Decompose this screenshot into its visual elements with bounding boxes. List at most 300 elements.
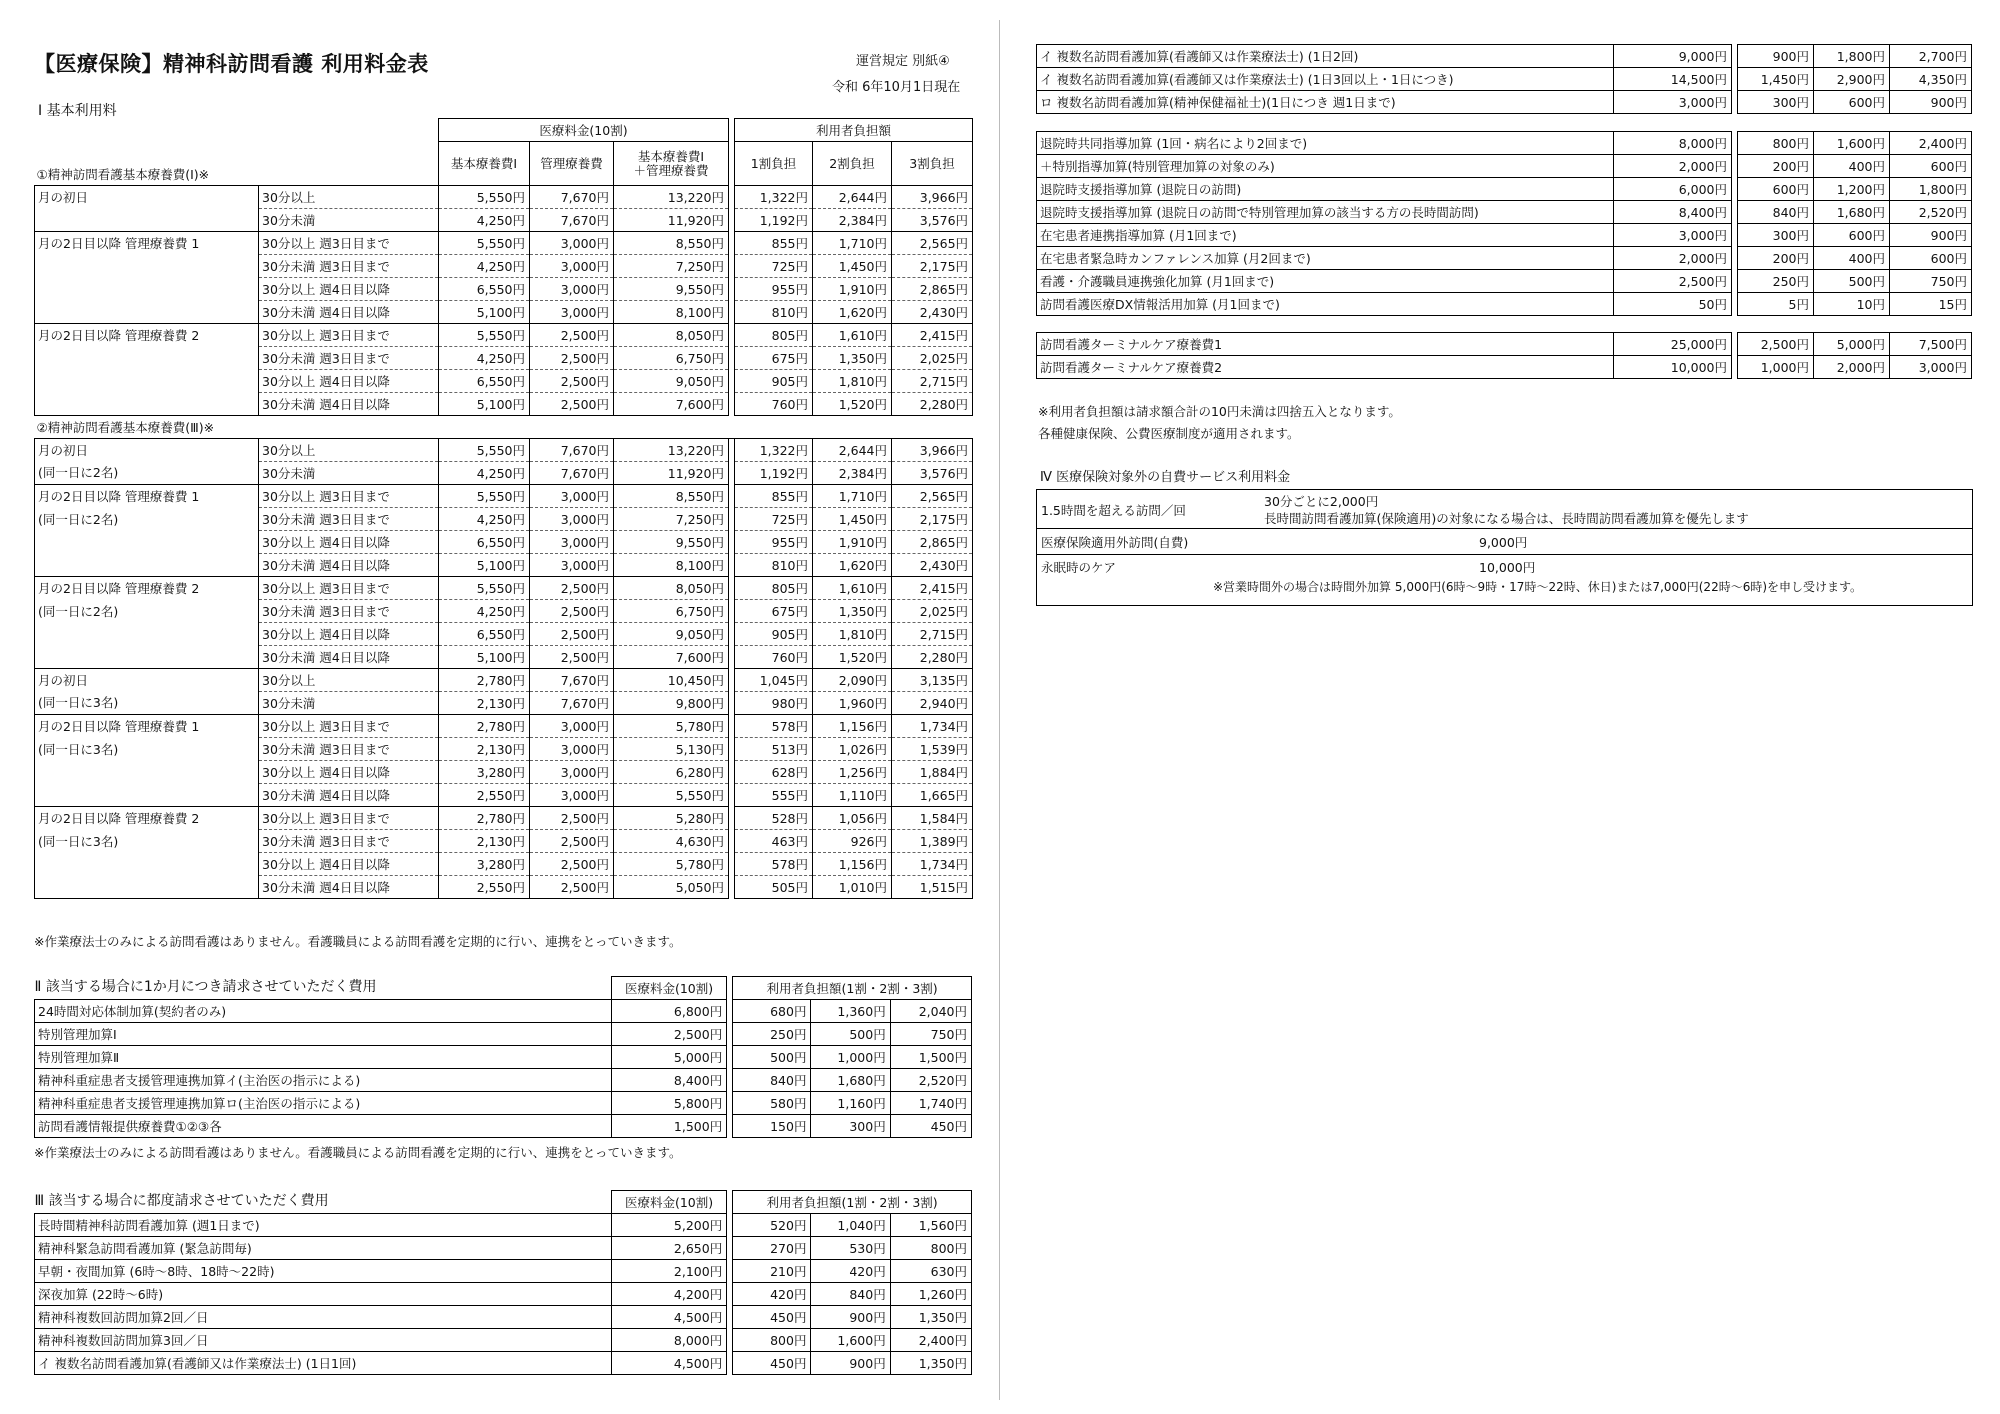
group-label: 月の2日目以降 管理療養費 2 — [35, 324, 259, 347]
kihon-fee: 2,130円 — [439, 830, 530, 853]
kanri-fee: 3,000円 — [530, 761, 614, 784]
user-2wari: 5,000円 — [1814, 333, 1890, 356]
user-3wari: 2,400円 — [1890, 132, 1972, 155]
table-row — [35, 1092, 972, 1115]
user-3wari: 2,520円 — [1890, 201, 1972, 224]
total-fee: 9,050円 — [614, 370, 729, 393]
user-1wari: 505円 — [735, 876, 813, 899]
user-2wari: 530円 — [811, 1237, 890, 1260]
fee-10wari: 14,500円 — [1614, 68, 1732, 91]
group-label: 月の2日目以降 管理療養費 2 — [35, 807, 259, 830]
kihon-fee: 6,550円 — [439, 370, 530, 393]
table-row — [35, 577, 973, 600]
fee-10wari: 8,000円 — [611, 1329, 726, 1352]
kanri-fee: 7,670円 — [530, 462, 614, 485]
item-label: 退院時支援指導加算 (退院日の訪問で特別管理加算の該当する方の長時間訪問) — [1037, 201, 1614, 224]
item-label: 精神科複数回訪問加算3回／日 — [35, 1329, 612, 1352]
user-2wari: 1,520円 — [813, 646, 892, 669]
total-fee: 9,800円 — [614, 692, 729, 715]
fee-10wari: 1,500円 — [611, 1115, 726, 1138]
item-label: 精神科重症患者支援管理連携加算ロ(主治医の指示による) — [35, 1092, 612, 1115]
table-row — [1037, 201, 1972, 224]
user-1wari: 555円 — [735, 784, 813, 807]
terminal-care-table — [1036, 332, 1972, 379]
kanri-fee: 3,000円 — [530, 715, 614, 738]
user-3wari: 2,865円 — [892, 531, 973, 554]
user-3wari: 1,560円 — [890, 1214, 971, 1237]
group-label — [35, 623, 259, 646]
user-3wari: 1,350円 — [890, 1352, 971, 1375]
row-condition: 30分以上 週4日目以降 — [259, 853, 439, 876]
kanri-fee: 3,000円 — [530, 508, 614, 531]
group-label — [35, 554, 259, 577]
kihon-fee: 5,550円 — [439, 577, 530, 600]
user-3wari: 2,415円 — [892, 324, 973, 347]
subtitle-a: ①精神訪問看護基本療養費(Ⅰ)※ — [35, 142, 439, 186]
row-condition: 30分以上 — [259, 186, 439, 209]
user-2wari: 1,026円 — [813, 738, 892, 761]
fee-10wari: 3,000円 — [1614, 224, 1732, 247]
kihon-fee: 4,250円 — [439, 600, 530, 623]
kihon-fee: 5,100円 — [439, 646, 530, 669]
table-row — [35, 738, 973, 761]
fee-10wari: 5,800円 — [611, 1092, 726, 1115]
kanri-fee: 2,500円 — [530, 807, 614, 830]
group-label: 月の2日目以降 管理療養費 2 — [35, 577, 259, 600]
user-1wari: 725円 — [735, 255, 813, 278]
fee-10wari: 9,000円 — [1614, 45, 1732, 68]
kihon-fee: 4,250円 — [439, 255, 530, 278]
table-row — [35, 186, 973, 209]
table-row — [35, 830, 973, 853]
monthly-fee-table — [34, 976, 972, 1138]
kihon-fee: 6,550円 — [439, 531, 530, 554]
table-row — [35, 1283, 972, 1306]
user-3wari: 15円 — [1890, 293, 1972, 316]
item-label: 訪問看護ターミナルケア療養費2 — [1037, 356, 1614, 379]
fee-10wari: 4,200円 — [611, 1283, 726, 1306]
user-1wari: 760円 — [735, 393, 813, 416]
table-row — [35, 1352, 972, 1375]
item-label: 訪問看護医療DX情報活用加算 (月1回まで) — [1037, 293, 1614, 316]
user-3wari: 2,715円 — [892, 623, 973, 646]
group-label — [35, 853, 259, 876]
kihon-fee: 5,550円 — [439, 439, 530, 462]
table-row — [35, 646, 973, 669]
group-label: 月の2日目以降 管理療養費 1 — [35, 715, 259, 738]
self-pay-uninsured-value: 9,000円 — [1479, 535, 1528, 550]
table-row — [1037, 91, 1972, 114]
item-label: 長時間精神科訪問看護加算 (週1日まで) — [35, 1214, 612, 1237]
fee-10wari: 8,400円 — [1614, 201, 1732, 224]
section2-fee-header: 医療料金(10割) — [611, 977, 726, 1000]
user-2wari: 2,900円 — [1814, 68, 1890, 91]
table-row — [35, 784, 973, 807]
user-2wari: 1,040円 — [811, 1214, 890, 1237]
user-1wari: 270円 — [733, 1237, 811, 1260]
user-2wari: 1,450円 — [813, 508, 892, 531]
table-row — [35, 1023, 972, 1046]
kihon-fee: 2,780円 — [439, 669, 530, 692]
kanri-fee: 2,500円 — [530, 853, 614, 876]
user-2wari: 1,680円 — [811, 1069, 890, 1092]
table-row — [35, 531, 973, 554]
user-1wari: 1,000円 — [1738, 356, 1814, 379]
row-condition: 30分未満 週4日目以降 — [259, 646, 439, 669]
item-label: イ 複数名訪問看護加算(看護師又は作業療法士) (1日2回) — [1037, 45, 1614, 68]
user-2wari: 900円 — [811, 1306, 890, 1329]
kihon-fee: 5,100円 — [439, 301, 530, 324]
page-title: 【医療保険】精神科訪問看護 利用料金表 — [34, 52, 429, 76]
user-3wari: 1,515円 — [892, 876, 973, 899]
kihon-fee: 6,550円 — [439, 623, 530, 646]
user-2wari: 900円 — [811, 1352, 890, 1375]
kanri-fee: 2,500円 — [530, 393, 614, 416]
table-row — [35, 600, 973, 623]
kihon-fee: 6,550円 — [439, 278, 530, 301]
user-3wari: 2,430円 — [892, 554, 973, 577]
user-2wari: 2,000円 — [1814, 356, 1890, 379]
kanri-fee: 2,500円 — [530, 370, 614, 393]
row-condition: 30分以上 週3日目まで — [259, 715, 439, 738]
table-row — [35, 255, 973, 278]
total-fee: 11,920円 — [614, 209, 729, 232]
total-fee: 5,550円 — [614, 784, 729, 807]
user-1wari: 800円 — [1738, 132, 1814, 155]
kihon-fee: 2,130円 — [439, 738, 530, 761]
fee-10wari: 2,650円 — [611, 1237, 726, 1260]
user-2wari: 1,110円 — [813, 784, 892, 807]
user-3wari: 2,430円 — [892, 301, 973, 324]
section2-title: Ⅱ 該当する場合に1か月につき請求させていただく費用 — [35, 977, 612, 1000]
row-condition: 30分以上 週4日目以降 — [259, 370, 439, 393]
row-condition: 30分以上 — [259, 669, 439, 692]
item-label: 退院時共同指導加算 (1回・病名により2回まで) — [1037, 132, 1614, 155]
user-2wari: 1,450円 — [813, 255, 892, 278]
self-pay-overtime-note: ※営業時間外の場合は時間外加算 5,000円(6時～9時・17時～22時、休日)または7,000円(22時～6時)を申し受けます。 — [1213, 580, 1863, 594]
header-w3: 3割負担 — [892, 142, 973, 186]
kanri-fee: 2,500円 — [530, 876, 614, 899]
row-condition: 30分以上 週4日目以降 — [259, 623, 439, 646]
user-3wari: 7,500円 — [1890, 333, 1972, 356]
user-2wari: 1,800円 — [1814, 45, 1890, 68]
item-label: 精神科複数回訪問加算2回／日 — [35, 1306, 612, 1329]
user-2wari: 926円 — [813, 830, 892, 853]
user-2wari: 420円 — [811, 1260, 890, 1283]
user-3wari: 3,966円 — [892, 439, 973, 462]
total-fee: 6,750円 — [614, 347, 729, 370]
self-pay-long-label: 1.5時間を超える訪問／回 — [1041, 503, 1186, 518]
group-label — [35, 784, 259, 807]
user-2wari: 1,000円 — [811, 1046, 890, 1069]
kanri-fee: 3,000円 — [530, 784, 614, 807]
group-label: 月の2日目以降 管理療養費 1 — [35, 485, 259, 508]
kihon-fee: 4,250円 — [439, 508, 530, 531]
user-2wari: 1,610円 — [813, 324, 892, 347]
section3-fee-header: 医療料金(10割) — [611, 1191, 726, 1214]
row-condition: 30分未満 週3日目まで — [259, 738, 439, 761]
table-row — [35, 623, 973, 646]
group-label: (同一日に3名) — [35, 830, 259, 853]
fee-10wari: 2,000円 — [1614, 155, 1732, 178]
section3-user-header: 利用者負担額(1割・2割・3割) — [733, 1191, 972, 1214]
user-1wari: 955円 — [735, 531, 813, 554]
user-2wari: 2,644円 — [813, 186, 892, 209]
kanri-fee: 3,000円 — [530, 531, 614, 554]
kihon-fee: 4,250円 — [439, 209, 530, 232]
table-row — [1037, 333, 1972, 356]
user-3wari: 3,576円 — [892, 462, 973, 485]
item-label: ＋特別指導加算(特別管理加算の対象のみ) — [1037, 155, 1614, 178]
user-1wari: 578円 — [735, 853, 813, 876]
table-row — [35, 347, 973, 370]
table-row — [35, 853, 973, 876]
total-fee: 7,600円 — [614, 646, 729, 669]
self-pay-row-death-care — [1037, 554, 1972, 603]
user-1wari: 760円 — [735, 646, 813, 669]
group-label — [35, 531, 259, 554]
user-3wari: 900円 — [1890, 91, 1972, 114]
user-3wari: 2,565円 — [892, 232, 973, 255]
kihon-fee: 2,130円 — [439, 692, 530, 715]
row-condition: 30分以上 週4日目以降 — [259, 278, 439, 301]
user-1wari: 980円 — [735, 692, 813, 715]
total-fee: 6,750円 — [614, 600, 729, 623]
table-row — [35, 462, 973, 485]
user-1wari: 855円 — [735, 232, 813, 255]
user-1wari: 905円 — [735, 370, 813, 393]
user-2wari: 1,810円 — [813, 623, 892, 646]
group-label: 月の初日 — [35, 186, 259, 209]
user-3wari: 1,800円 — [1890, 178, 1972, 201]
user-3wari: 1,389円 — [892, 830, 973, 853]
note-section2: ※作業療法士のみによる訪問看護はありません。看護職員による訪問看護を定期的に行い、連携をとっていきます。 — [34, 1145, 682, 1160]
kihon-fee: 4,250円 — [439, 347, 530, 370]
row-condition: 30分以上 週3日目まで — [259, 324, 439, 347]
fee-10wari: 5,200円 — [611, 1214, 726, 1237]
self-pay-long-note: 長時間訪問看護加算(保険適用)の対象になる場合は、長時間訪問看護加算を優先します — [1264, 511, 1749, 526]
user-1wari: 680円 — [733, 1000, 811, 1023]
user-1wari: 1,192円 — [735, 209, 813, 232]
user-1wari: 250円 — [1738, 270, 1814, 293]
user-3wari: 4,350円 — [1890, 68, 1972, 91]
fee-10wari: 8,400円 — [611, 1069, 726, 1092]
kanri-fee: 3,000円 — [530, 232, 614, 255]
table-row — [35, 1214, 972, 1237]
total-fee: 8,100円 — [614, 301, 729, 324]
user-3wari: 1,539円 — [892, 738, 973, 761]
total-fee: 7,600円 — [614, 393, 729, 416]
table-row — [35, 1000, 972, 1023]
total-fee: 11,920円 — [614, 462, 729, 485]
table-row — [35, 1069, 972, 1092]
user-3wari: 2,025円 — [892, 600, 973, 623]
user-2wari: 1,056円 — [813, 807, 892, 830]
item-label: 24時間対応体制加算(契約者のみ) — [35, 1000, 612, 1023]
user-1wari: 675円 — [735, 347, 813, 370]
item-label: 在宅患者緊急時カンファレンス加算 (月2回まで) — [1037, 247, 1614, 270]
table-row — [1037, 293, 1972, 316]
total-fee: 4,630円 — [614, 830, 729, 853]
user-1wari: 500円 — [733, 1046, 811, 1069]
group-label — [35, 646, 259, 669]
item-label: 在宅患者連携指導加算 (月1回まで) — [1037, 224, 1614, 247]
kihon-fee: 2,780円 — [439, 807, 530, 830]
user-3wari: 1,734円 — [892, 853, 973, 876]
user-2wari: 1,610円 — [813, 577, 892, 600]
item-label: 退院時支援指導加算 (退院日の訪問) — [1037, 178, 1614, 201]
kanri-fee: 2,500円 — [530, 623, 614, 646]
user-3wari: 1,584円 — [892, 807, 973, 830]
user-1wari: 840円 — [733, 1069, 811, 1092]
user-1wari: 725円 — [735, 508, 813, 531]
row-condition: 30分未満 週3日目まで — [259, 600, 439, 623]
total-fee: 13,220円 — [614, 186, 729, 209]
user-2wari: 300円 — [811, 1115, 890, 1138]
row-condition: 30分未満 週4日目以降 — [259, 784, 439, 807]
kanri-fee: 3,000円 — [530, 554, 614, 577]
section1-title: Ⅰ 基本利用料 — [38, 103, 117, 119]
fee-10wari: 50円 — [1614, 293, 1732, 316]
kanri-fee: 7,670円 — [530, 439, 614, 462]
user-1wari: 463円 — [735, 830, 813, 853]
kanri-fee: 7,670円 — [530, 692, 614, 715]
user-1wari: 520円 — [733, 1214, 811, 1237]
total-fee: 6,280円 — [614, 761, 729, 784]
user-1wari: 800円 — [733, 1329, 811, 1352]
group-label — [35, 876, 259, 899]
user-3wari: 2,415円 — [892, 577, 973, 600]
user-2wari: 600円 — [1814, 91, 1890, 114]
user-1wari: 420円 — [733, 1283, 811, 1306]
user-1wari: 528円 — [735, 807, 813, 830]
table-row — [35, 1046, 972, 1069]
user-2wari: 1,910円 — [813, 531, 892, 554]
self-pay-row-long — [1037, 490, 1972, 529]
effective-date: 令和 6年10月1日現在 — [832, 80, 961, 95]
user-3wari: 3,576円 — [892, 209, 973, 232]
row-condition: 30分未満 — [259, 692, 439, 715]
item-label: 精神科緊急訪問看護加算 (緊急訪問毎) — [35, 1237, 612, 1260]
table-row — [35, 232, 973, 255]
self-pay-death-care-label: 永眠時のケア — [1041, 560, 1117, 575]
user-1wari: 810円 — [735, 301, 813, 324]
kanri-fee: 2,500円 — [530, 600, 614, 623]
user-2wari: 1,620円 — [813, 301, 892, 324]
table-row — [35, 715, 973, 738]
user-2wari: 1,600円 — [811, 1329, 890, 1352]
user-1wari: 955円 — [735, 278, 813, 301]
multi-staff-fee-table — [1036, 44, 1972, 114]
user-1wari: 1,192円 — [735, 462, 813, 485]
item-label: 精神科重症患者支援管理連携加算イ(主治医の指示による) — [35, 1069, 612, 1092]
total-fee: 8,550円 — [614, 232, 729, 255]
note-insurance: 各種健康保険、公費医療制度が適用されます。 — [1038, 426, 1300, 441]
user-3wari: 600円 — [1890, 247, 1972, 270]
total-fee: 5,130円 — [614, 738, 729, 761]
user-1wari: 900円 — [1738, 45, 1814, 68]
total-fee: 8,050円 — [614, 577, 729, 600]
user-2wari: 1,156円 — [813, 853, 892, 876]
user-2wari: 2,644円 — [813, 439, 892, 462]
user-1wari: 600円 — [1738, 178, 1814, 201]
row-condition: 30分以上 週3日目まで — [259, 807, 439, 830]
user-3wari: 1,740円 — [890, 1092, 971, 1115]
user-1wari: 300円 — [1738, 91, 1814, 114]
row-condition: 30分未満 週3日目まで — [259, 830, 439, 853]
user-3wari: 2,865円 — [892, 278, 973, 301]
kihon-fee: 2,550円 — [439, 876, 530, 899]
user-3wari: 1,350円 — [890, 1306, 971, 1329]
table-row — [35, 1306, 972, 1329]
header-kanri: 管理療養費 — [530, 142, 614, 186]
kihon-fee: 5,550円 — [439, 232, 530, 255]
header-w2: 2割負担 — [813, 142, 892, 186]
user-3wari: 1,884円 — [892, 761, 973, 784]
table-row — [35, 508, 973, 531]
fee-10wari: 25,000円 — [1614, 333, 1732, 356]
group-label — [35, 301, 259, 324]
total-fee: 5,280円 — [614, 807, 729, 830]
table-row — [1037, 224, 1972, 247]
header-w1: 1割負担 — [735, 142, 813, 186]
table-row — [35, 209, 973, 232]
user-3wari: 2,175円 — [892, 255, 973, 278]
table-row — [35, 669, 973, 692]
user-2wari: 1,810円 — [813, 370, 892, 393]
total-fee: 8,050円 — [614, 324, 729, 347]
fee-10wari: 6,000円 — [1614, 178, 1732, 201]
group-label: 月の初日 — [35, 669, 259, 692]
user-2wari: 400円 — [1814, 155, 1890, 178]
table-row — [1037, 68, 1972, 91]
fee-10wari: 2,500円 — [1614, 270, 1732, 293]
user-3wari: 2,025円 — [892, 347, 973, 370]
row-condition: 30分以上 週3日目まで — [259, 577, 439, 600]
user-2wari: 1,520円 — [813, 393, 892, 416]
user-2wari: 1,710円 — [813, 232, 892, 255]
user-3wari: 2,565円 — [892, 485, 973, 508]
user-1wari: 250円 — [733, 1023, 811, 1046]
table-row — [35, 692, 973, 715]
user-3wari: 750円 — [890, 1023, 971, 1046]
user-2wari: 500円 — [811, 1023, 890, 1046]
item-label: 特別管理加算Ⅰ — [35, 1023, 612, 1046]
user-2wari: 2,090円 — [813, 669, 892, 692]
user-3wari: 2,715円 — [892, 370, 973, 393]
row-condition: 30分未満 週4日目以降 — [259, 876, 439, 899]
table-row — [35, 1260, 972, 1283]
self-pay-uninsured-label: 医療保険適用外訪問(自費) — [1041, 535, 1189, 550]
user-2wari: 1,710円 — [813, 485, 892, 508]
user-1wari: 5円 — [1738, 293, 1814, 316]
total-fee: 9,550円 — [614, 531, 729, 554]
table-row — [35, 370, 973, 393]
user-3wari: 600円 — [1890, 155, 1972, 178]
user-1wari: 1,322円 — [735, 186, 813, 209]
user-1wari: 1,450円 — [1738, 68, 1814, 91]
item-label: ロ 複数名訪問看護加算(精神保健福祉士)(1日につき 週1日まで) — [1037, 91, 1614, 114]
row-condition: 30分以上 週4日目以降 — [259, 761, 439, 784]
table-row — [1037, 45, 1972, 68]
group-label — [35, 278, 259, 301]
fee-10wari: 10,000円 — [1614, 356, 1732, 379]
table-row — [1037, 270, 1972, 293]
section4-title: Ⅳ 医療保険対象外の自費サービス利用料金 — [1040, 470, 1291, 485]
fee-10wari: 2,000円 — [1614, 247, 1732, 270]
user-1wari: 580円 — [733, 1092, 811, 1115]
user-1wari: 2,500円 — [1738, 333, 1814, 356]
